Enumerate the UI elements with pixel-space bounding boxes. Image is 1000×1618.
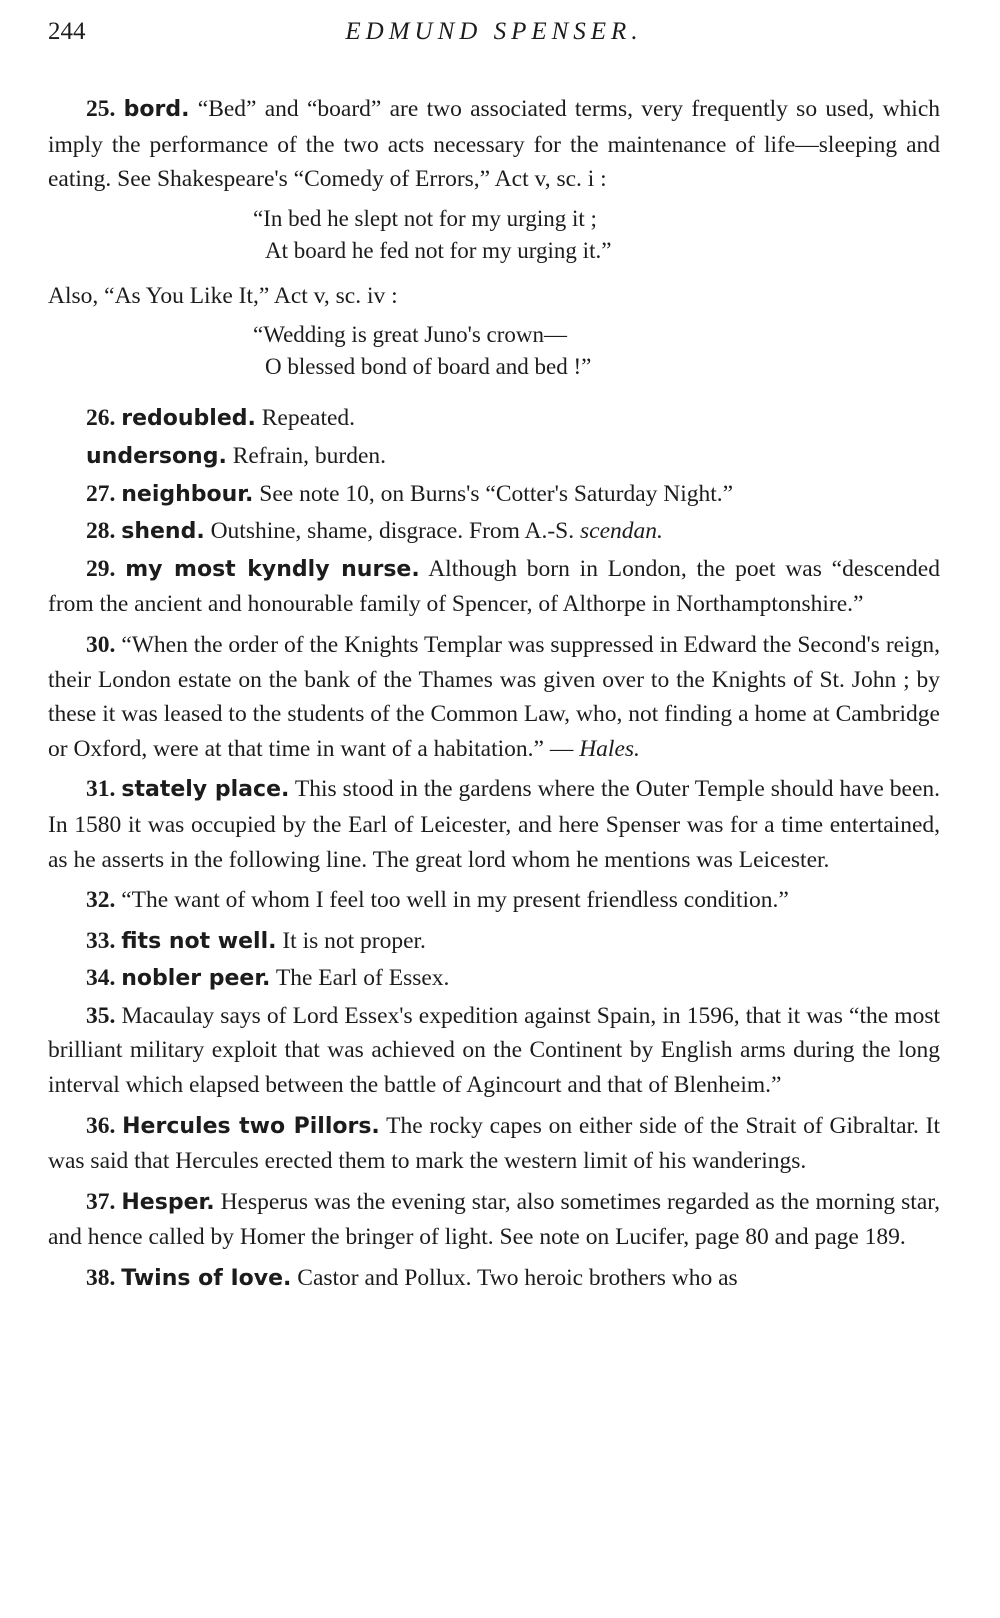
note-text: “When the order of the Knights Templar was suppressed in Edward the Second's reign, their London estate on the bank of the Thames was given over to the Knights of St. John ; by these it was leased to the students of the Common Law, who, not finding a home at Cambridge or Oxford, were at that time in want of a habitation.” — — [48, 631, 940, 762]
note-28 — [48, 514, 940, 550]
note-number: 27. — [86, 480, 116, 507]
note-29 — [48, 552, 940, 622]
running-head: EDMUND SPENSER. — [345, 18, 643, 45]
note-36 — [48, 1109, 940, 1179]
note-headword: Hesper. — [121, 1189, 215, 1215]
note-37 — [48, 1185, 940, 1255]
note-number: 35. — [86, 1002, 116, 1029]
note-text: The rocky capes on either side of the Strait of Gibraltar. It was said that Hercules erected them to mark the western limit of his wanderings. — [48, 1112, 941, 1175]
note-text: Castor and Pollux. Two heroic brothers who as — [297, 1265, 738, 1292]
note-number: 37. — [86, 1188, 116, 1215]
note-number: 30. — [86, 631, 116, 658]
note-text: Outshine, shame, disgrace. From A.-S. — [210, 518, 575, 545]
quote-line: At board he fed not for my urging it.” — [265, 237, 612, 263]
note-32 — [48, 883, 940, 918]
page-header — [48, 18, 940, 58]
note-31 — [48, 772, 940, 877]
page-number: 244 — [48, 18, 86, 45]
note-etymon: scendan. — [580, 518, 663, 545]
note-text: “The want of whom I feel too well in my present friendless condition.” — [121, 887, 789, 914]
note-number: 36. — [86, 1112, 116, 1139]
note-number: 29. — [86, 555, 116, 582]
note-26-undersong — [48, 439, 940, 475]
note-text: Macaulay says of Lord Essex's expedition against Spain, in 1596, that it was “the most brilliant military exploit that was achieved on the Continent by English arms during the long interval which elapsed between the battle of Agincourt and that of Blenheim.” — [48, 1002, 940, 1099]
note-number: 25. — [86, 96, 116, 122]
note-text: The Earl of Essex. — [275, 965, 450, 992]
note-25 — [48, 92, 940, 197]
note-text: “Bed” and “board” are two associated terms, very frequently so used, which imply the performance of the two acts necessary for the maintenance of life—sleeping and eating. See Shakespeare's “Comedy of Errors,” Act v, sc. i : — [48, 96, 941, 193]
note-25-also: Also, “As You Like It,” Act v, sc. iv : — [48, 282, 398, 309]
note-text: Although born in London, the poet was “descended from the ancient and honourable family of Spencer, of Althorpe in Northamptonshire.” — [48, 555, 940, 618]
book-page — [48, 0, 940, 1618]
note-34 — [48, 961, 940, 997]
note-headword: my most kyndly nurse. — [125, 556, 420, 582]
note-headword: nobler peer. — [121, 966, 271, 992]
notes-body — [48, 92, 940, 1303]
note-number: 26. — [86, 405, 116, 432]
note-number: 38. — [86, 1265, 116, 1292]
quote-as-you-like-it — [253, 319, 940, 383]
note-headword: redoubled. — [121, 406, 256, 432]
note-35 — [48, 999, 940, 1103]
note-number: 31. — [86, 776, 116, 803]
note-headword: Twins of Iove. — [121, 1266, 292, 1292]
note-headword: stately place. — [121, 777, 290, 803]
note-number: 33. — [86, 927, 116, 954]
note-text: This stood in the gardens where the Outer Temple should have been. In 1580 it was occupied by the Earl of Leicester, and here Spenser was for a time entertained, as he asserts in the following line. The great lord whom he mentions was Leicester. — [48, 776, 941, 873]
note-number: 28. — [86, 518, 116, 545]
note-30 — [48, 628, 940, 766]
note-headword: undersong. — [86, 443, 227, 469]
note-number: 34. — [86, 965, 116, 992]
note-headword: shend. — [121, 519, 205, 545]
note-text: Refrain, burden. — [232, 442, 387, 469]
quote-line: “In bed he slept not for my urging it ; — [253, 205, 597, 231]
note-number: 32. — [86, 887, 116, 914]
note-text: Hesperus was the evening star, also sometimes regarded as the morning star, and hence called by Homer the bringer of light. See note on Lucifer, page 80 and page 189. — [48, 1188, 941, 1251]
note-headword: bord. — [123, 97, 190, 122]
note-38 — [48, 1261, 940, 1297]
note-33 — [48, 924, 940, 960]
note-headword: fits not well. — [121, 928, 277, 954]
note-text: See note 10, on Burns's “Cotter's Saturday Night.” — [259, 480, 734, 507]
note-text: Repeated. — [261, 405, 356, 432]
note-26 — [48, 401, 940, 437]
note-text: It is not proper. — [282, 927, 426, 954]
quote-line: “Wedding is great Juno's crown— — [253, 322, 568, 348]
note-headword: Hercules two Pillors. — [122, 1113, 380, 1139]
quote-comedy-of-errors — [253, 203, 940, 267]
note-27 — [48, 477, 940, 513]
note-source: Hales. — [579, 735, 640, 762]
quote-line: O blessed bond of board and bed !” — [265, 354, 592, 380]
note-headword: neighbour. — [121, 481, 254, 507]
